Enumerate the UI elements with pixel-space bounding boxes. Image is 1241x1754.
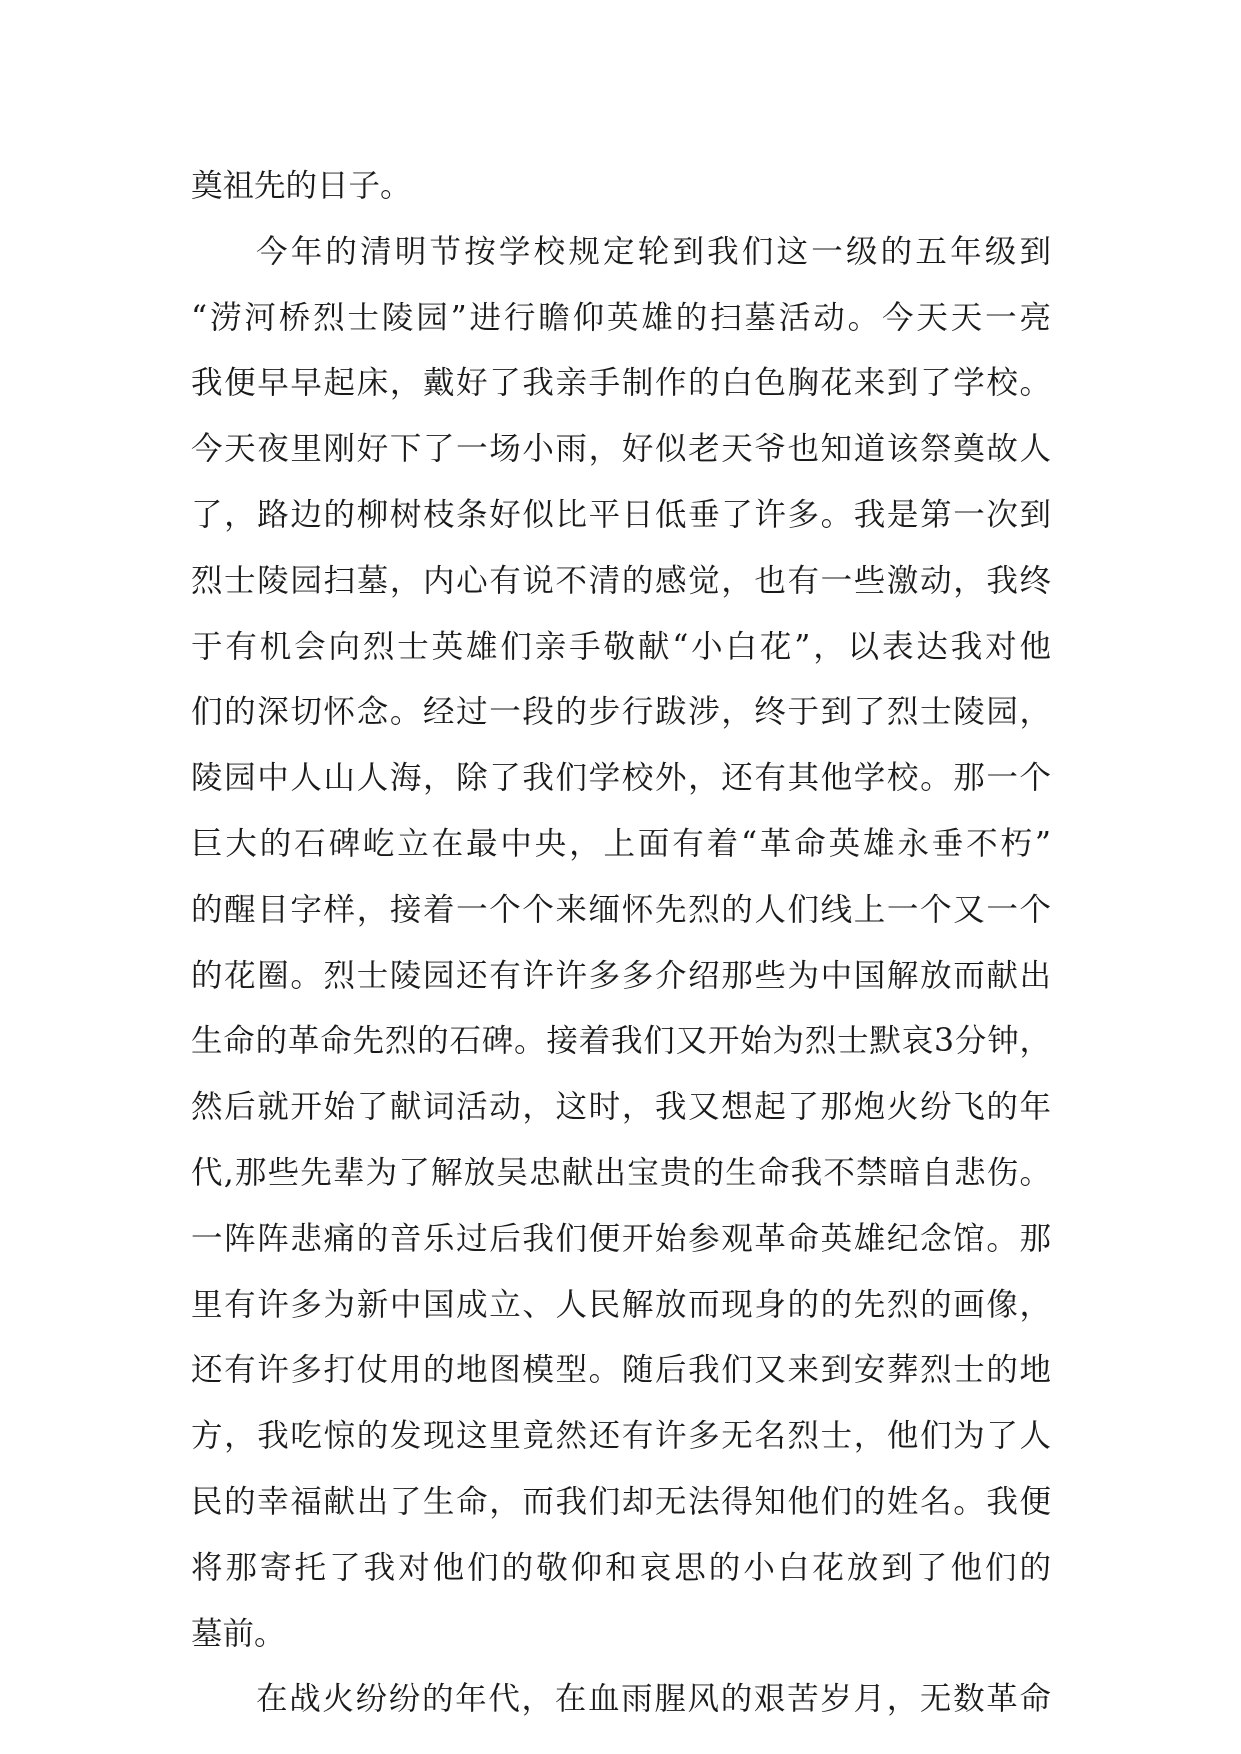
paragraph-start-line: 在战火纷纷的年代，在血雨腥风的艰苦岁月，无数革命 (256, 1681, 1051, 1718)
text-line: 一阵阵悲痛的音乐过后我们便开始参观革命英雄纪念馆。那 (191, 1220, 1051, 1257)
text-line: 们的深切怀念。经过一段的步行跋涉，终于到了烈士陵园， (191, 694, 1051, 731)
text-line: 于有机会向烈士英雄们亲手敬献“小白花”，以表达我对他 (191, 628, 1051, 665)
text-line: 的花圈。烈士陵园还有许许多多介绍那些为中国解放而献出 (191, 957, 1051, 994)
text-line: 将那寄托了我对他们的敬仰和哀思的小白花放到了他们的 (191, 1549, 1051, 1586)
text-line: 陵园中人山人海，除了我们学校外，还有其他学校。那一个 (191, 760, 1051, 797)
text-line: 巨大的石碑屹立在最中央，上面有着“革命英雄永垂不朽” (191, 825, 1051, 862)
text-line: 还有许多打仗用的地图模型。随后我们又来到安葬烈士的地 (191, 1352, 1051, 1389)
text-line: 我便早早起床，戴好了我亲手制作的白色胸花来到了学校。 (191, 365, 1051, 402)
text-line: 奠祖先的日子。 (191, 168, 412, 204)
text-line: 生命的革命先烈的石碑。接着我们又开始为烈士默哀3分钟， (191, 1023, 1051, 1060)
text-line: 墓前。 (191, 1615, 286, 1652)
text-line: “涝河桥烈士陵园”进行瞻仰英雄的扫墓活动。今天天一亮 (191, 299, 1051, 336)
text-line: 烈士陵园扫墓，内心有说不清的感觉，也有一些激动，我终 (191, 562, 1051, 599)
text-line: 方，我吃惊的发现这里竟然还有许多无名烈士，他们为了人 (191, 1418, 1051, 1455)
text-line: 然后就开始了献词活动，这时，我又想起了那炮火纷飞的年 (191, 1089, 1051, 1126)
text-line: 今天夜里刚好下了一场小雨，好似老天爷也知道该祭奠故人 (191, 431, 1051, 468)
paragraph-start-line: 今年的清明节按学校规定轮到我们这一级的五年级到 (256, 233, 1051, 270)
text-line: 代,那些先辈为了解放吴忠献出宝贵的生命我不禁暗自悲伤。 (191, 1154, 1051, 1191)
text-line: 里有许多为新中国成立、人民解放而现身的的先烈的画像， (191, 1286, 1051, 1323)
text-line: 民的幸福献出了生命，而我们却无法得知他们的姓名。我便 (191, 1483, 1051, 1520)
text-line: 的醒目字样，接着一个个来缅怀先烈的人们线上一个又一个 (191, 891, 1051, 928)
essay-body (191, 154, 1051, 1733)
text-line: 了，路边的柳树枝条好似比平日低垂了许多。我是第一次到 (191, 496, 1051, 533)
